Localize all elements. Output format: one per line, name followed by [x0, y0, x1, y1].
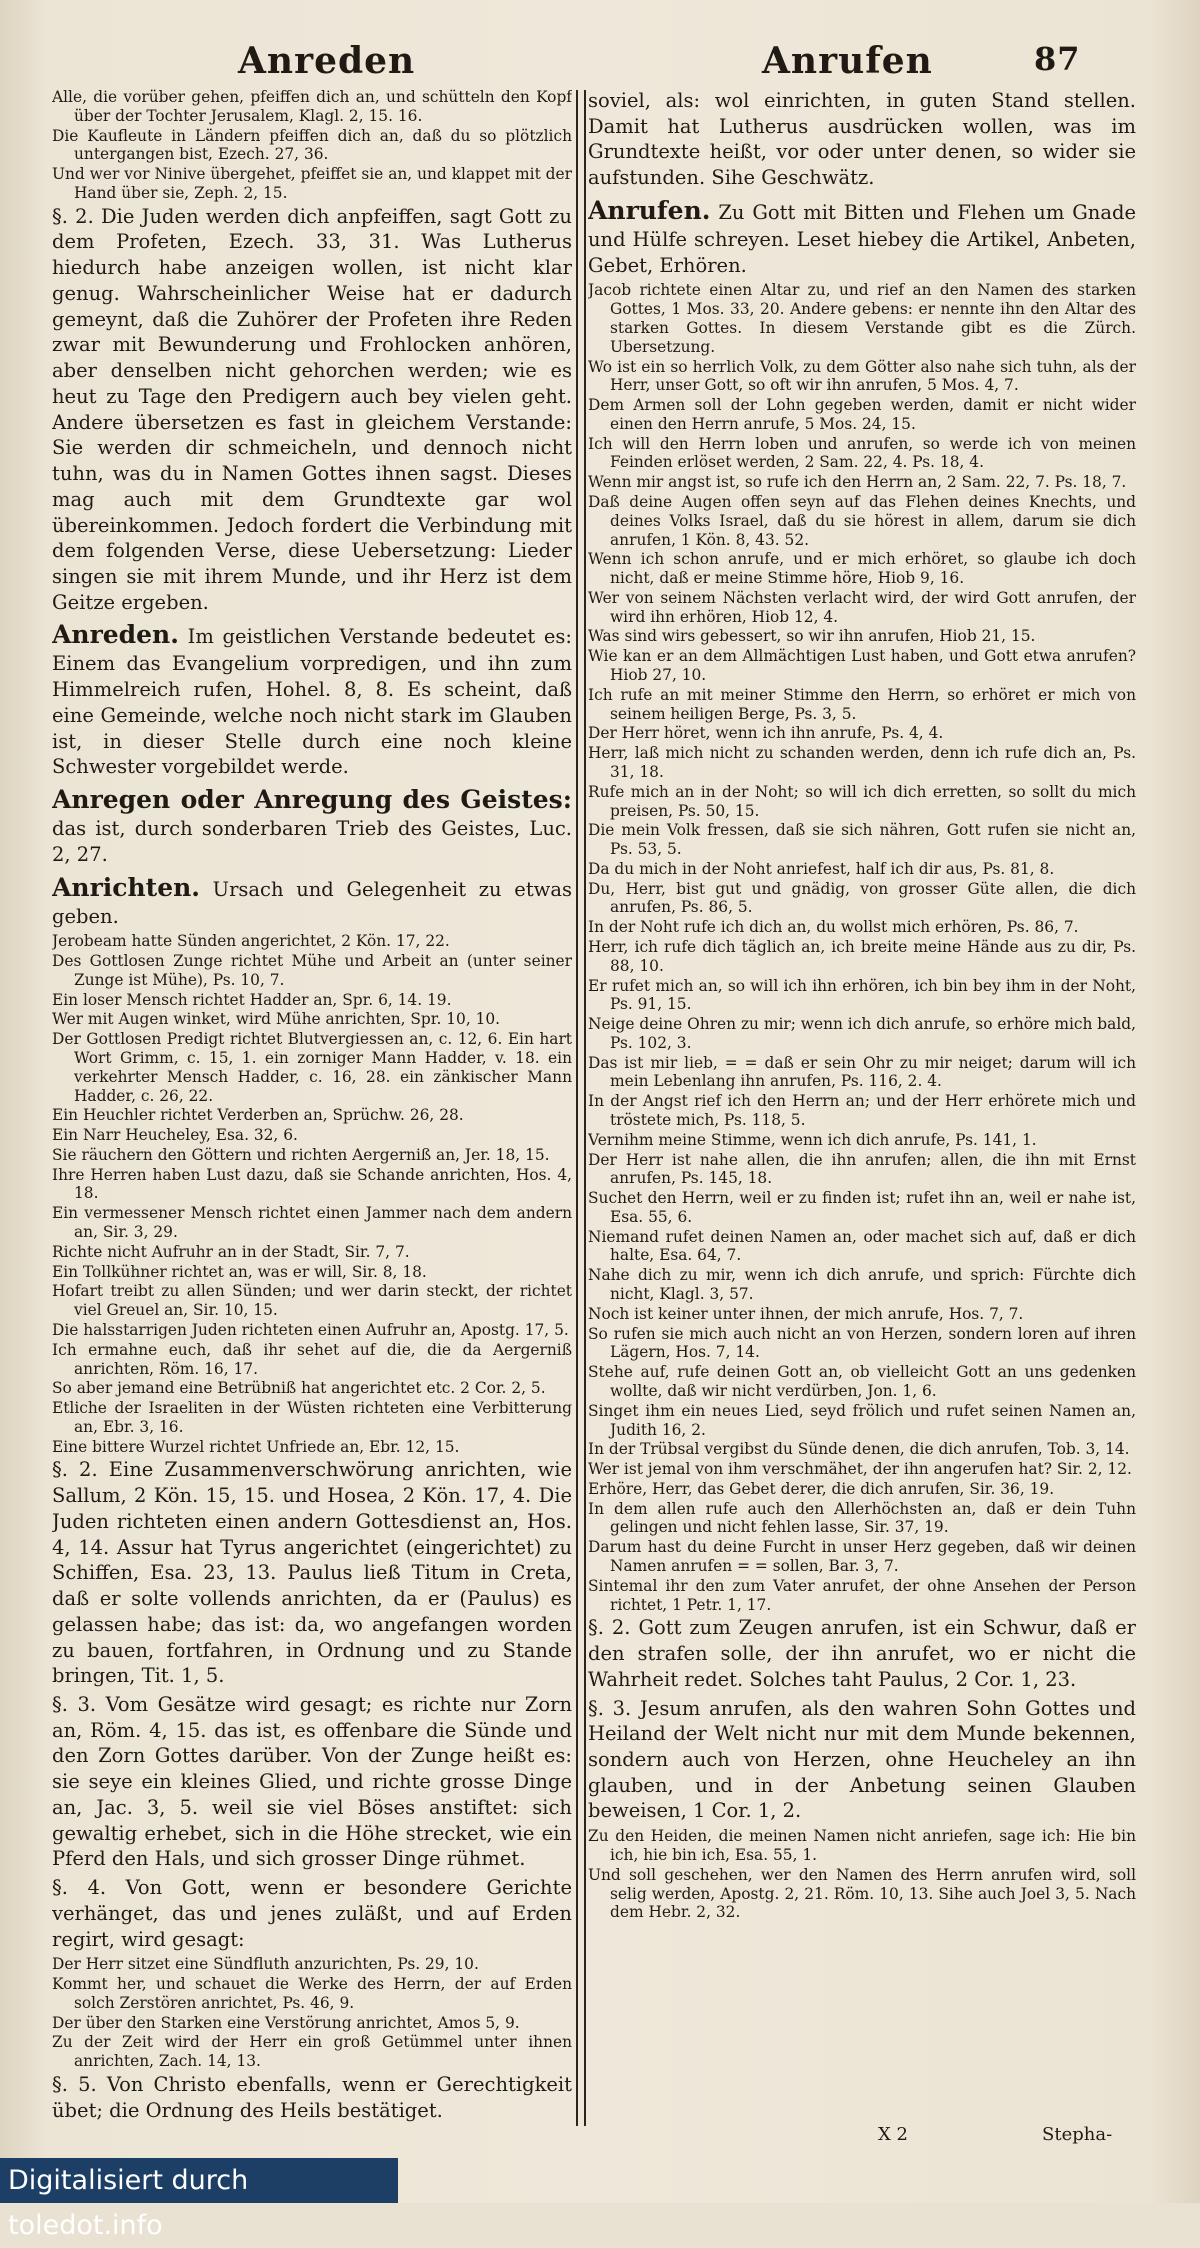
citation-line — [588, 550, 1136, 588]
citation-line — [588, 435, 1136, 473]
paragraph-text: Wer mit Augen winket, wird Mühe anrichten, Spr. 10, 10. — [52, 1010, 501, 1029]
paragraph — [52, 618, 572, 780]
citation-line — [52, 1438, 572, 1457]
paragraph — [588, 88, 1136, 191]
citation-line — [588, 783, 1136, 821]
paragraph-text: Alle, die vorüber gehen, pfeiffen dich an, und schütteln den Kopf über der Tochter Jerusalem, Klagl. 2, 15. 16. — [52, 88, 572, 125]
paragraph-text: Singet ihm ein neues Lied, seyd frölich und rufet seinen Namen an, Judith 16, 2. — [588, 1401, 1136, 1439]
citation-line — [588, 1480, 1136, 1499]
citation-line — [52, 165, 572, 203]
paragraph-text: Sintemal ihr den zum Vater anrufet, der ohne Ansehen der Person richtet, 1 Petr. 1, 17. — [588, 1576, 1136, 1614]
citation-line — [588, 860, 1136, 879]
citation-line — [588, 396, 1136, 434]
paragraph-text: Ein vermessener Mensch richtet einen Jammer nach dem andern an, Sir. 3, 29. — [52, 1204, 572, 1242]
running-head-right: Anrufen — [762, 40, 933, 82]
paragraph-text: Ein loser Mensch richtet Hadder an, Spr. 6, 14. 19. — [52, 990, 452, 1009]
paragraph-text: Suchet den Herrn, weil er zu finden ist; rufet ihn an, weil er nahe ist, Esa. 55, 6. — [588, 1189, 1136, 1226]
paragraph-text: §. 2. Gott zum Zeugen anrufen, ist ein Schwur, daß er den strafen solle, der ihn anrufet, wo er nicht die Wahrheit redet. Solches taht Paulus, 2 Cor. 1, 23. — [588, 1616, 1136, 1691]
catchword: Stepha- — [1042, 2124, 1113, 2145]
citation-line — [588, 1266, 1136, 1304]
citation-line — [52, 1243, 572, 1262]
citation-line — [52, 1263, 572, 1282]
headword: Anrichten. — [52, 872, 200, 902]
paragraph-text: Die Kaufleute in Ländern pfeiffen dich an, daß du so plötzlich untergangen bist, Ezech. 27, 36. — [52, 126, 572, 164]
paragraph-text: Wer ist jemal von ihm verschmähet, der ihn angerufen hat? Sir. 2, 12. — [588, 1460, 1132, 1479]
citation-line — [588, 627, 1136, 646]
citation-line — [588, 1460, 1136, 1479]
citation-line — [52, 1399, 572, 1437]
citation-line — [588, 1440, 1136, 1459]
paragraph-text: Wo ist ein so herrlich Volk, zu dem Götter also nahe sich tuhn, als der Herr, unser Gott, so oft wir ihn anrufen, 5 Mos. 4, 7. — [588, 357, 1136, 395]
paragraph-text: Die mein Volk fressen, daß sie sich nähren, Gott rufen sie nicht an, Ps. 53, 5. — [588, 821, 1136, 859]
paragraph-text: Rufe mich an in der Noht; so will ich dich erretten, so sollt du mich preisen, Ps. 50, 15. — [588, 782, 1136, 820]
paragraph-text: Herr, ich rufe dich täglich an, ich breite meine Hände aus zu dir, Ps. 88, 10. — [588, 937, 1136, 975]
citation-line — [52, 952, 572, 990]
citation-line — [588, 1228, 1136, 1266]
citation-line — [588, 744, 1136, 782]
citation-line — [52, 127, 572, 165]
paragraph-text: soviel, als: wol einrichten, in guten Stand stellen. Damit hat Lutherus ausdrücken wollen, was im Grundtexte heißt, vor oder unter denen, so wider sie aufstunden. Sihe Geschwätz. — [588, 89, 1136, 190]
headword: Anregen oder Anregung des Geistes: — [52, 785, 572, 815]
citation-line — [588, 1866, 1136, 1922]
citation-line — [588, 1015, 1136, 1053]
paragraph-text — [52, 2127, 572, 2128]
citation-line — [588, 1325, 1136, 1363]
citation-line — [588, 358, 1136, 396]
paragraph-text: §. 2. Die Juden werden dich anpfeiffen, sagt Gott zu dem Profeten, Ezech. 33, 31. Was Lutherus hiedurch habe anzeigen wollen, ist nicht klar genug. Wahrscheinlicher Weise hat er dadurch gemeynt, daß die Zuhörer der Profeten ihre Reden zwar mit Bewunderung und Frohlocken anhören, aber denselben nicht gehorchen werden; wie es heut zu Tage den Predigern auch bey vielen geht. Andere übersetzen es fast in gleichem Verstande: Sie werden dir schmeicheln, und dennoch nicht tuhn, was du in Namen Gottes ihnen sagst. Dieses mag auch mit dem Grundtexte gar wol übereinkommen. Jedoch fordert die Verbindung mit dem folgenden Verse, diese Uebersetzung: Lieder singen sie mit ihrem Munde, und ihr Herz ist dem Geitze ergeben. — [52, 204, 572, 614]
citation-line — [588, 938, 1136, 976]
citation-line — [52, 2014, 572, 2033]
left-text-column — [52, 88, 572, 2128]
paragraph-text: Noch ist keiner unter ihnen, der mich anrufe, Hos. 7, 7. — [588, 1304, 1024, 1323]
citation-line — [52, 1030, 572, 1105]
citation-line — [588, 1131, 1136, 1150]
citation-line — [588, 977, 1136, 1015]
paragraph-text: Jerobeam hatte Sünden angerichtet, 2 Kön. 17, 22. — [52, 932, 450, 951]
citation-line — [52, 932, 572, 951]
paragraph-text: Was sind wirs gebessert, so wir ihn anrufen, Hiob 21, 15. — [588, 627, 1036, 646]
citation-line — [52, 1975, 572, 2013]
citation-line — [588, 1305, 1136, 1324]
paragraph — [52, 1692, 572, 1872]
paragraph-text: Dem Armen soll der Lohn gegeben werden, damit er nicht wider einen den Herrn anrufe, 5 Mos. 24, 15. — [588, 396, 1136, 433]
headword: Anreden. — [52, 620, 179, 650]
citation-line — [52, 1126, 572, 1145]
paragraph-text: Richte nicht Aufruhr an in der Stadt, Sir. 7, 7. — [52, 1242, 410, 1261]
paragraph-text: §. 3. Vom Gesätze wird gesagt; es richte nur Zorn an, Röm. 4, 15. das ist, es offenbare die Sünde und den Zorn Gottes darüber. Von der Zunge heißt es: sie seye ein kleines Glied, und richte grosse Dinge an, Jac. 3, 5. weil sie viel Böses anstiftet: sich gewaltig erhebet, sich in die Höhe strecket, wie ein Pferd den Hals, und sich grosser Dinge rühmet. — [52, 1693, 572, 1871]
paragraph-text: §. 2. Eine Zusammenverschwörung anrichten, wie Sallum, 2 Kön. 15, 15. und Hosea, 2 Kön. 17, 4. Die Juden richteten einen andern Gottesdienst an, Hos. 4, 14. Assur hat Tyrus angerichtet (eingerichtet) zu Schiffen, Esa. 23, 13. Paulus ließ Titum in Creta, daß er solte vollends anrichten, da er (Paulus) es gelassen habe; das ist: da, wo angefangen worden zu bauen, fortfahren, in Ordnung und zu Stande bringen, Tit. 1, 5. — [52, 1458, 572, 1688]
citation-line — [588, 473, 1136, 492]
citation-line — [52, 1146, 572, 1165]
paragraph-text: Ein Narr Heucheley, Esa. 32, 6. — [52, 1126, 298, 1145]
citation-line — [52, 1321, 572, 1340]
citation-line — [588, 1054, 1136, 1092]
paragraph-text: Der Gottlosen Predigt richtet Blutvergiessen an, c. 12, 6. Ein hart Wort Grimm, c. 15, 1. ein zorniger Mann Hadder, v. 18. ein verkehrter Mensch Hadder, c. 16, 28. ein zänkischer Mann Hadder, c. 26, 22. — [52, 1030, 572, 1105]
paragraph-text: Jacob richtete einen Altar zu, und rief an den Namen des starken Gottes, 1 Mos. 33, 20. Andere gebens: er nennte ihn den Altar des starken Gottes. In diesem Verstande gibt es die Zürch. Ubersetzung. — [588, 281, 1136, 356]
page-number: 87 — [1034, 40, 1081, 78]
paragraph-text: Kommt her, und schauet die Werke des Herrn, der auf Erden solch Zerstören anrichtet, Ps. 46, 9. — [52, 1975, 572, 2012]
citation-line — [52, 1166, 572, 1204]
paragraph-text: Ihre Herren haben Lust dazu, daß sie Schande anrichten, Hos. 4, 18. — [52, 1165, 572, 1203]
paragraph-text: Das ist mir lieb, = = daß er sein Ohr zu mir neiget; darum will ich mein Lebenlang ihn anrufen, Ps. 116, 2. 4. — [588, 1053, 1136, 1091]
paragraph-text: Und wer vor Ninive übergehet, pfeiffet sie an, und klappet mit der Hand über sie, Zeph. 2, 15. — [52, 165, 572, 202]
paragraph-text: Zu Gott mit Bitten und Flehen um Gnade und Hülfe schreyen. Leset hiebey die Artikel, Anbeten, Gebet, Erhören. — [588, 200, 1136, 277]
paragraph-text: In der Trübsal vergibst du Sünde denen, die dich anrufen, Tob. 3, 14. — [588, 1440, 1130, 1459]
paragraph-text: In der Noht rufe ich dich an, du wollst mich erhören, Ps. 86, 7. — [588, 918, 1079, 937]
citation-line — [52, 1106, 572, 1125]
paragraph-text: Wer von seinem Nächsten verlacht wird, der wird Gott anrufen, der wird ihn erhören, Hiob 12, 4. — [588, 588, 1136, 626]
paragraph-text: Ich ermahne euch, daß ihr sehet auf die, die da Aergerniß anrichten, Röm. 16, 17. — [52, 1340, 572, 1378]
paragraph — [52, 871, 572, 930]
paragraph-text: Ein Heuchler richtet Verderben an, Sprüchw. 26, 28. — [52, 1106, 464, 1125]
citation-line — [588, 686, 1136, 724]
citation-line — [588, 1577, 1136, 1615]
digitization-banner[interactable]: Digitalisiert durch toledot.info — [0, 2158, 398, 2203]
paragraph — [588, 1696, 1136, 1825]
right-text-column — [588, 88, 1136, 2128]
paragraph-text: Hofart treibt zu allen Sünden; und wer darin steckt, der richtet viel Greuel an, Sir. 10, 15. — [52, 1282, 572, 1320]
paragraph-text: §. 5. Von Christo ebenfalls, wenn er Gerechtigkeit übet; die Ordnung des Heils bestätiget. — [52, 2073, 572, 2122]
paragraph-text: Die halsstarrigen Juden richteten einen Aufruhr an, Apostg. 17, 5. — [52, 1320, 569, 1339]
paragraph-text: Etliche der Israeliten in der Wüsten richteten eine Verbitterung an, Ebr. 3, 16. — [52, 1399, 572, 1436]
citation-line — [588, 589, 1136, 627]
paragraph-text: Niemand rufet deinen Namen an, oder machet sich auf, daß er dich halte, Esa. 64, 7. — [588, 1227, 1136, 1265]
citation-line — [588, 1827, 1136, 1865]
paragraph-text: Ursach und Gelegenheit zu etwas geben. — [52, 877, 572, 928]
paragraph — [52, 783, 572, 867]
paragraph-text: Stehe auf, rufe deinen Gott an, ob vielleicht Gott an uns gedenken wollte, daß wir nicht verdürben, Jon. 1, 6. — [588, 1363, 1136, 1400]
citation-line — [588, 1189, 1136, 1227]
citation-line — [588, 281, 1136, 356]
paragraph-text: Ich rufe an mit meiner Stimme den Herrn, so erhöret er mich von seinem heiligen Berge, Ps. 3, 5. — [588, 685, 1136, 723]
citation-line — [52, 1955, 572, 1974]
paragraph-text: das ist, durch sonderbaren Trieb des Geistes, Luc. 2, 27. — [52, 817, 572, 866]
citation-line — [588, 1363, 1136, 1401]
citation-line — [52, 88, 572, 126]
citation-line — [588, 724, 1136, 743]
paragraph-text: Zu den Heiden, die meinen Namen nicht anriefen, sage ich: Hie bin ich, hie bin ich, Esa. 55, 1. — [588, 1827, 1136, 1864]
citation-line — [588, 1151, 1136, 1189]
paragraph-text: In dem allen rufe auch den Allerhöchsten an, daß er dein Tuhn gelingen und nicht fehlen lasse, Sir. 37, 19. — [588, 1499, 1136, 1537]
paragraph-text: Des Gottlosen Zunge richtet Mühe und Arbeit an (unter seiner Zunge ist Mühe), Ps. 10, 7. — [52, 952, 572, 989]
paragraph-text: Sie räuchern den Göttern und richten Aergerniß an, Jer. 18, 15. — [52, 1145, 550, 1164]
paragraph-text: Daß deine Augen offen seyn auf das Flehen deines Knechts, und deines Volks Israel, daß du sie hörest in allem, darum sie dich anrufen, 1 Kön. 8, 43. 52. — [588, 493, 1136, 549]
paragraph — [52, 1875, 572, 1952]
citation-line — [52, 1379, 572, 1398]
paragraph-text: §. 4. Von Gott, wenn er besondere Gerichte verhänget, das und jenes zuläßt, und auf Erden regirt, wird gesagt: — [52, 1876, 572, 1951]
signature-mark: X 2 — [878, 2124, 908, 2145]
citation-line — [588, 647, 1136, 685]
paragraph-text: Der Herr sitzet eine Sündfluth anzurichten, Ps. 29, 10. — [52, 1955, 479, 1974]
paragraph-text: Ein Tollkühner richtet an, was er will, Sir. 8, 18. — [52, 1262, 427, 1281]
paragraph-text: Wenn mir angst ist, so rufe ich den Herrn an, 2 Sam. 22, 7. Ps. 18, 7. — [588, 473, 1127, 492]
paragraph-text: Darum hast du deine Furcht in unser Herz gegeben, daß wir deinen Namen anrufen = = sollen, Bar. 3, 7. — [588, 1538, 1136, 1575]
paragraph — [588, 1615, 1136, 1692]
paragraph-text: Nahe dich zu mir, wenn ich dich anrufe, und sprich: Fürchte dich nicht, Klagl. 3, 57. — [588, 1266, 1136, 1304]
paragraph-text: Zu der Zeit wird der Herr ein groß Getümmel unter ihnen anrichten, Zach. 14, 13. — [52, 2033, 572, 2071]
citation-line — [52, 1204, 572, 1242]
paragraph — [588, 194, 1136, 278]
citation-line — [588, 1538, 1136, 1576]
citation-line — [52, 2127, 572, 2128]
paragraph-text: Eine bittere Wurzel richtet Unfriede an, Ebr. 12, 15. — [52, 1437, 460, 1456]
paragraph-text: So aber jemand eine Betrübniß hat angerichtet etc. 2 Cor. 2, 5. — [52, 1379, 546, 1398]
citation-line — [52, 991, 572, 1010]
citation-line — [588, 1092, 1136, 1130]
paragraph-text: Neige deine Ohren zu mir; wenn ich dich anrufe, so erhöre mich bald, Ps. 102, 3. — [588, 1015, 1136, 1052]
citation-line — [588, 1500, 1136, 1538]
paragraph-text: Wenn ich schon anrufe, und er mich erhöret, so glaube ich doch nicht, daß er meine Stimme höre, Hiob 9, 16. — [588, 550, 1136, 588]
paragraph-text: Im geistlichen Verstande bedeutet es: Einem das Evangelium vorpredigen, und ihn zum Himmelreich rufen, Hohel. 8, 8. Es scheint, daß eine Gemeinde, welche noch nicht stark im Glauben ist, in dieser Stelle durch eine noch kleine Schwester vorgebildet werde. — [52, 625, 572, 779]
paragraph-text: Erhöre, Herr, das Gebet derer, die dich anrufen, Sir. 36, 19. — [588, 1479, 1055, 1498]
citation-line — [52, 1010, 572, 1029]
citation-line — [588, 918, 1136, 937]
paragraph-text: Und soll geschehen, wer den Namen des Herrn anrufen wird, soll selig werden, Apostg. 2, 21. Röm. 10, 13. Sihe auch Joel 3, 5. Nach dem Hebr. 2, 32. — [588, 1865, 1136, 1922]
citation-line — [588, 821, 1136, 859]
paragraph — [52, 204, 572, 616]
paragraph-text: Herr, laß mich nicht zu schanden werden, denn ich rufe dich an, Ps. 31, 18. — [588, 744, 1136, 781]
paragraph-text: Da du mich in der Noht anriefest, half ich dir aus, Ps. 81, 8. — [588, 859, 1055, 878]
paragraph-text: Er rufet mich an, so will ich ihn erhören, ich bin bey ihm in der Noht, Ps. 91, 15. — [588, 976, 1136, 1014]
paragraph-text: Vernihm meine Stimme, wenn ich dich anrufe, Ps. 141, 1. — [588, 1130, 1037, 1149]
citation-line — [52, 1282, 572, 1320]
citation-line — [52, 2033, 572, 2071]
paragraph-text: In der Angst rief ich den Herrn an; und der Herr erhörete mich und tröstete mich, Ps. 118, 5. — [588, 1092, 1136, 1129]
paragraph-text: Der über den Starken eine Verstörung anrichtet, Amos 5, 9. — [52, 2013, 520, 2032]
paragraph-text: So rufen sie mich auch nicht an von Herzen, sondern loren auf ihren Lägern, Hos. 7, 14. — [588, 1324, 1136, 1362]
paragraph — [52, 1457, 572, 1689]
citation-line — [588, 880, 1136, 918]
citation-line — [588, 1402, 1136, 1440]
paragraph-text: Der Herr ist nahe allen, die ihn anrufen; allen, die ihn mit Ernst anrufen, Ps. 145, 18. — [588, 1150, 1136, 1188]
paragraph-text: Der Herr höret, wenn ich ihn anrufe, Ps. 4, 4. — [588, 724, 944, 743]
citation-line — [588, 493, 1136, 549]
paragraph — [52, 2072, 572, 2123]
paragraph-text: Ich will den Herrn loben und anrufen, so werde ich von meinen Feinden erlöset werden, 2 Sam. 22, 4. Ps. 18, 4. — [588, 434, 1136, 472]
paragraph-text: Du, Herr, bist gut und gnädig, von grosser Güte allen, die dich anrufen, Ps. 86, 5. — [588, 879, 1136, 917]
headword: Anrufen. — [588, 195, 711, 225]
running-head-left: Anreden — [238, 40, 416, 82]
paragraph-text: Wie kan er an dem Allmächtigen Lust haben, und Gott etwa anrufen? Hiob 27, 10. — [588, 647, 1136, 685]
paragraph-text: §. 3. Jesum anrufen, als den wahren Sohn Gottes und Heiland der Welt nicht nur mit dem Munde bekennen, sondern auch von Herzen, ohne Heucheley an ihn glauben, und in der Anbetung seinen Glauben beweisen, 1 Cor. 1, 2. — [588, 1696, 1136, 1823]
column-divider-rule — [576, 90, 586, 2126]
citation-line — [52, 1341, 572, 1379]
